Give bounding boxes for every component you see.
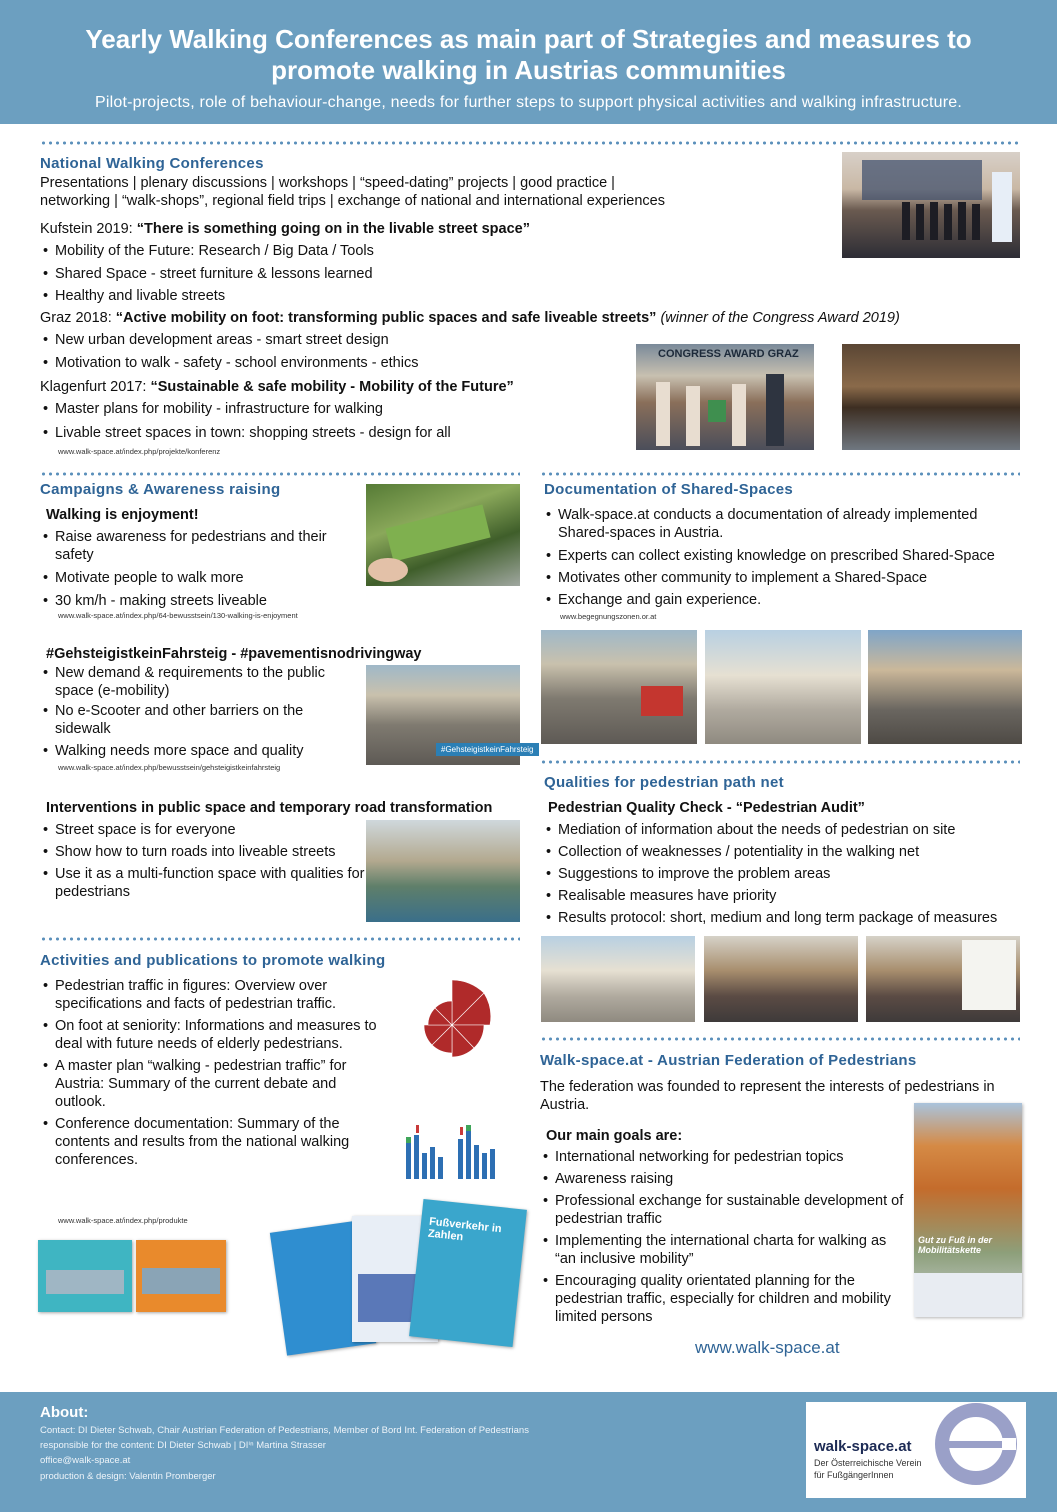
list-item: • On foot at seniority: Informations and measures to deal with future needs of elderly pedestrians. <box>40 1017 390 1053</box>
list-item: • Mediation of information about the needs of pedestrian on site <box>543 821 1023 839</box>
section-title-shared: Documentation of Shared-Spaces <box>544 481 794 498</box>
national-line-1: Presentations | plenary discussions | workshops | “speed-dating” projects | good practice | <box>40 175 615 191</box>
qualities-list <box>543 821 1023 927</box>
federation-intro: The federation was founded to represent the interests of pedestrians in Austria. <box>540 1079 995 1113</box>
list-item: • Healthy and livable streets <box>40 287 374 305</box>
about-heading: About: <box>40 1404 89 1421</box>
bar-chart-figure <box>398 1113 518 1195</box>
list-item: • Motivation to walk - safety - school environments - ethics <box>40 354 418 372</box>
list-item: • Shared Space - street furniture & lessons learned <box>40 265 374 283</box>
divider <box>40 937 520 941</box>
conference-hall-photo <box>842 344 1020 450</box>
activities-url: www.walk-space.at/index.php/produkte <box>58 1216 188 1225</box>
list-item: • Walking needs more space and quality <box>40 742 330 760</box>
list-item: • Implementing the international charta for walking as “an inclusive mobility” <box>540 1232 905 1268</box>
list-item: • Show how to turn roads into liveable streets <box>40 843 370 861</box>
list-item: • 30 km/h - making streets liveable <box>40 592 330 610</box>
section-title-federation: Walk-space.at - Austrian Federation of Pedestrians <box>540 1052 917 1069</box>
graz-note: (winner of the Congress Award 2019) <box>656 310 900 326</box>
list-item: • Walk-space.at conducts a documentation of already implemented Shared-spaces in Austria. <box>543 506 1023 542</box>
klagenfurt-list <box>40 400 451 442</box>
audit-photo-1 <box>541 936 695 1022</box>
enjoy-url: www.walk-space.at/index.php/64-bewusstsein/130-walking-is-enjoyment <box>58 611 298 620</box>
list-item: • Suggestions to improve the problem areas <box>543 865 1023 883</box>
graz-list <box>40 331 418 372</box>
shared-list <box>543 506 1023 609</box>
publication-cover-1 <box>38 1240 132 1312</box>
poster-header <box>0 0 1057 124</box>
publication-title: Fußverkehr in Zahlen <box>427 1215 503 1244</box>
list-item: • Exchange and gain experience. <box>543 591 1023 609</box>
street-intervention-photo <box>366 820 520 922</box>
enjoy-list <box>40 528 330 610</box>
list-item: • Use it as a multi-function space with qualities for pedestrians <box>40 865 370 901</box>
section-title-national: National Walking Conferences <box>40 155 264 172</box>
qualities-subtitle: Pedestrian Quality Check - “Pedestrian Audit” <box>548 800 865 816</box>
divider <box>540 472 1020 476</box>
list-item: • Raise awareness for pedestrians and their safety <box>40 528 330 564</box>
flyer-photo <box>366 484 520 586</box>
list-item: • Encouraging quality orientated planning for the pedestrian traffic, especially for children and mobility limited persons <box>540 1272 905 1326</box>
escooter-photo <box>366 665 534 765</box>
logo-name: walk-space.at <box>814 1438 912 1455</box>
goals-list <box>540 1148 905 1326</box>
list-item: • Street space is for everyone <box>40 821 370 839</box>
shared-space-photo-2 <box>705 630 861 744</box>
audit-photo-3 <box>866 936 1020 1022</box>
footer-responsible: responsible for the content: DI Dieter Schwab | DIⁱⁿ Martina Strasser <box>40 1440 326 1451</box>
list-item: • Professional exchange for sustainable development of pedestrian traffic <box>540 1192 905 1228</box>
brochure-title: Gut zu Fuß in der Mobilitätskette <box>918 1235 992 1255</box>
goals-title: Our main goals are: <box>546 1128 683 1144</box>
divider <box>540 760 1020 764</box>
federation-brochure <box>914 1103 1022 1317</box>
list-item: • A master plan “walking - pedestrian traffic” for Austria: Summary of the current debate and outlook. <box>40 1057 390 1111</box>
interventions-list <box>40 821 370 901</box>
list-item: • Awareness raising <box>540 1170 905 1188</box>
conference-stage-photo <box>842 152 1020 258</box>
graz-prefix: Graz 2018: <box>40 310 116 326</box>
logo-sub-1: Der Österreichische Verein <box>814 1458 922 1468</box>
kufstein-heading <box>40 220 530 238</box>
kufstein-title: “There is something going on in the livable street space” <box>136 221 530 237</box>
rose-diagram-figure <box>392 975 512 1065</box>
graz-title: “Active mobility on foot: transforming public spaces and safe liveable streets” <box>115 310 657 326</box>
hashtag-title: #GehsteigistkeinFahrsteig - #pavementisnodrivingway <box>46 646 422 662</box>
section-title-activities: Activities and publications to promote walking <box>40 952 386 969</box>
list-item: • Experts can collect existing knowledge on prescribed Shared-Space <box>543 547 1023 565</box>
klagenfurt-heading <box>40 378 514 396</box>
footer-contact: Contact: DI Dieter Schwab, Chair Austrian Federation of Pedestrians, Member of Bord Int. Federation of Pedestrians <box>40 1425 529 1436</box>
hashtag-list <box>40 664 330 760</box>
graz-heading <box>40 309 900 327</box>
list-item: • Collection of weaknesses / potentiality in the walking net <box>543 843 1023 861</box>
list-item: • Master plans for mobility - infrastructure for walking <box>40 400 451 418</box>
section-title-qualities: Qualities for pedestrian path net <box>544 774 784 791</box>
list-item: • No e-Scooter and other barriers on the sidewalk <box>40 702 330 738</box>
flyer-figure <box>366 484 520 586</box>
list-item: • Realisable measures have priority <box>543 887 1023 905</box>
section-title-campaigns: Campaigns & Awareness raising <box>40 481 281 498</box>
list-item: • New urban development areas - smart street design <box>40 331 418 349</box>
publication-cover-5 <box>409 1199 527 1347</box>
hashtag-url: www.walk-space.at/index.php/bewusstsein/gehsteigistkeinfahrsteig <box>58 763 281 772</box>
list-item: • Livable street spaces in town: shopping streets - design for all <box>40 424 451 442</box>
activities-list <box>40 977 390 1169</box>
logo-sub-2: für FußgängerInnen <box>814 1470 894 1480</box>
website-link[interactable]: www.walk-space.at <box>695 1338 840 1357</box>
national-line-2: networking | “walk-shops”, regional field trips | exchange of national and international experiences <box>40 193 665 209</box>
divider <box>40 141 1020 145</box>
kufstein-list <box>40 242 374 305</box>
divider <box>40 472 520 476</box>
shared-space-photo-3 <box>868 630 1022 744</box>
award-banner: CONGRESS AWARD GRAZ <box>658 348 799 360</box>
national-url: www.walk-space.at/index.php/projekte/konferenz <box>58 447 221 456</box>
shared-space-photo-1 <box>541 630 697 744</box>
kufstein-prefix: Kufstein 2019: <box>40 221 137 237</box>
award-people-figure <box>636 344 814 450</box>
list-item: • Motivates other community to implement a Shared-Space <box>543 569 1023 587</box>
audit-photo-2 <box>704 936 858 1022</box>
hashtag-badge: #GehsteigistkeinFahrsteig <box>436 743 539 756</box>
enjoy-title: Walking is enjoyment! <box>46 507 199 523</box>
poster-title: Yearly Walking Conferences as main part of Strategies and measures to promote walking in Austrias communities <box>85 24 972 85</box>
list-item: • Pedestrian traffic in figures: Overview over specifications and facts of pedestrian traffic. <box>40 977 390 1013</box>
footer-email[interactable]: office@walk-space.at <box>40 1455 131 1466</box>
footer-production: production & design: Valentin Promberger <box>40 1471 216 1482</box>
publication-cover-2 <box>136 1240 226 1312</box>
klagenfurt-prefix: Klagenfurt 2017: <box>40 379 151 395</box>
list-item: • Results protocol: short, medium and long term package of measures <box>543 909 1023 927</box>
divider <box>540 1037 1020 1041</box>
list-item: • Motivate people to walk more <box>40 569 330 587</box>
list-item: • International networking for pedestrian topics <box>540 1148 905 1166</box>
stage-people-figure <box>842 152 1020 258</box>
interventions-title: Interventions in public space and temporary road transformation <box>46 800 493 816</box>
list-item: • Conference documentation: Summary of the contents and results from the national walking conferences. <box>40 1115 390 1169</box>
klagenfurt-title: “Sustainable & safe mobility - Mobility of the Future” <box>150 379 514 395</box>
walk-space-logo <box>806 1402 1026 1498</box>
shared-url: www.begegnungszonen.or.at <box>560 612 657 621</box>
poster-subtitle: Pilot-projects, role of behaviour-change, needs for further steps to support physical activities and walking infrastructure. <box>94 94 962 111</box>
list-item: • Mobility of the Future: Research / Big Data / Tools <box>40 242 374 260</box>
congress-award-photo <box>636 344 814 450</box>
list-item: • New demand & requirements to the public space (e-mobility) <box>40 664 330 700</box>
